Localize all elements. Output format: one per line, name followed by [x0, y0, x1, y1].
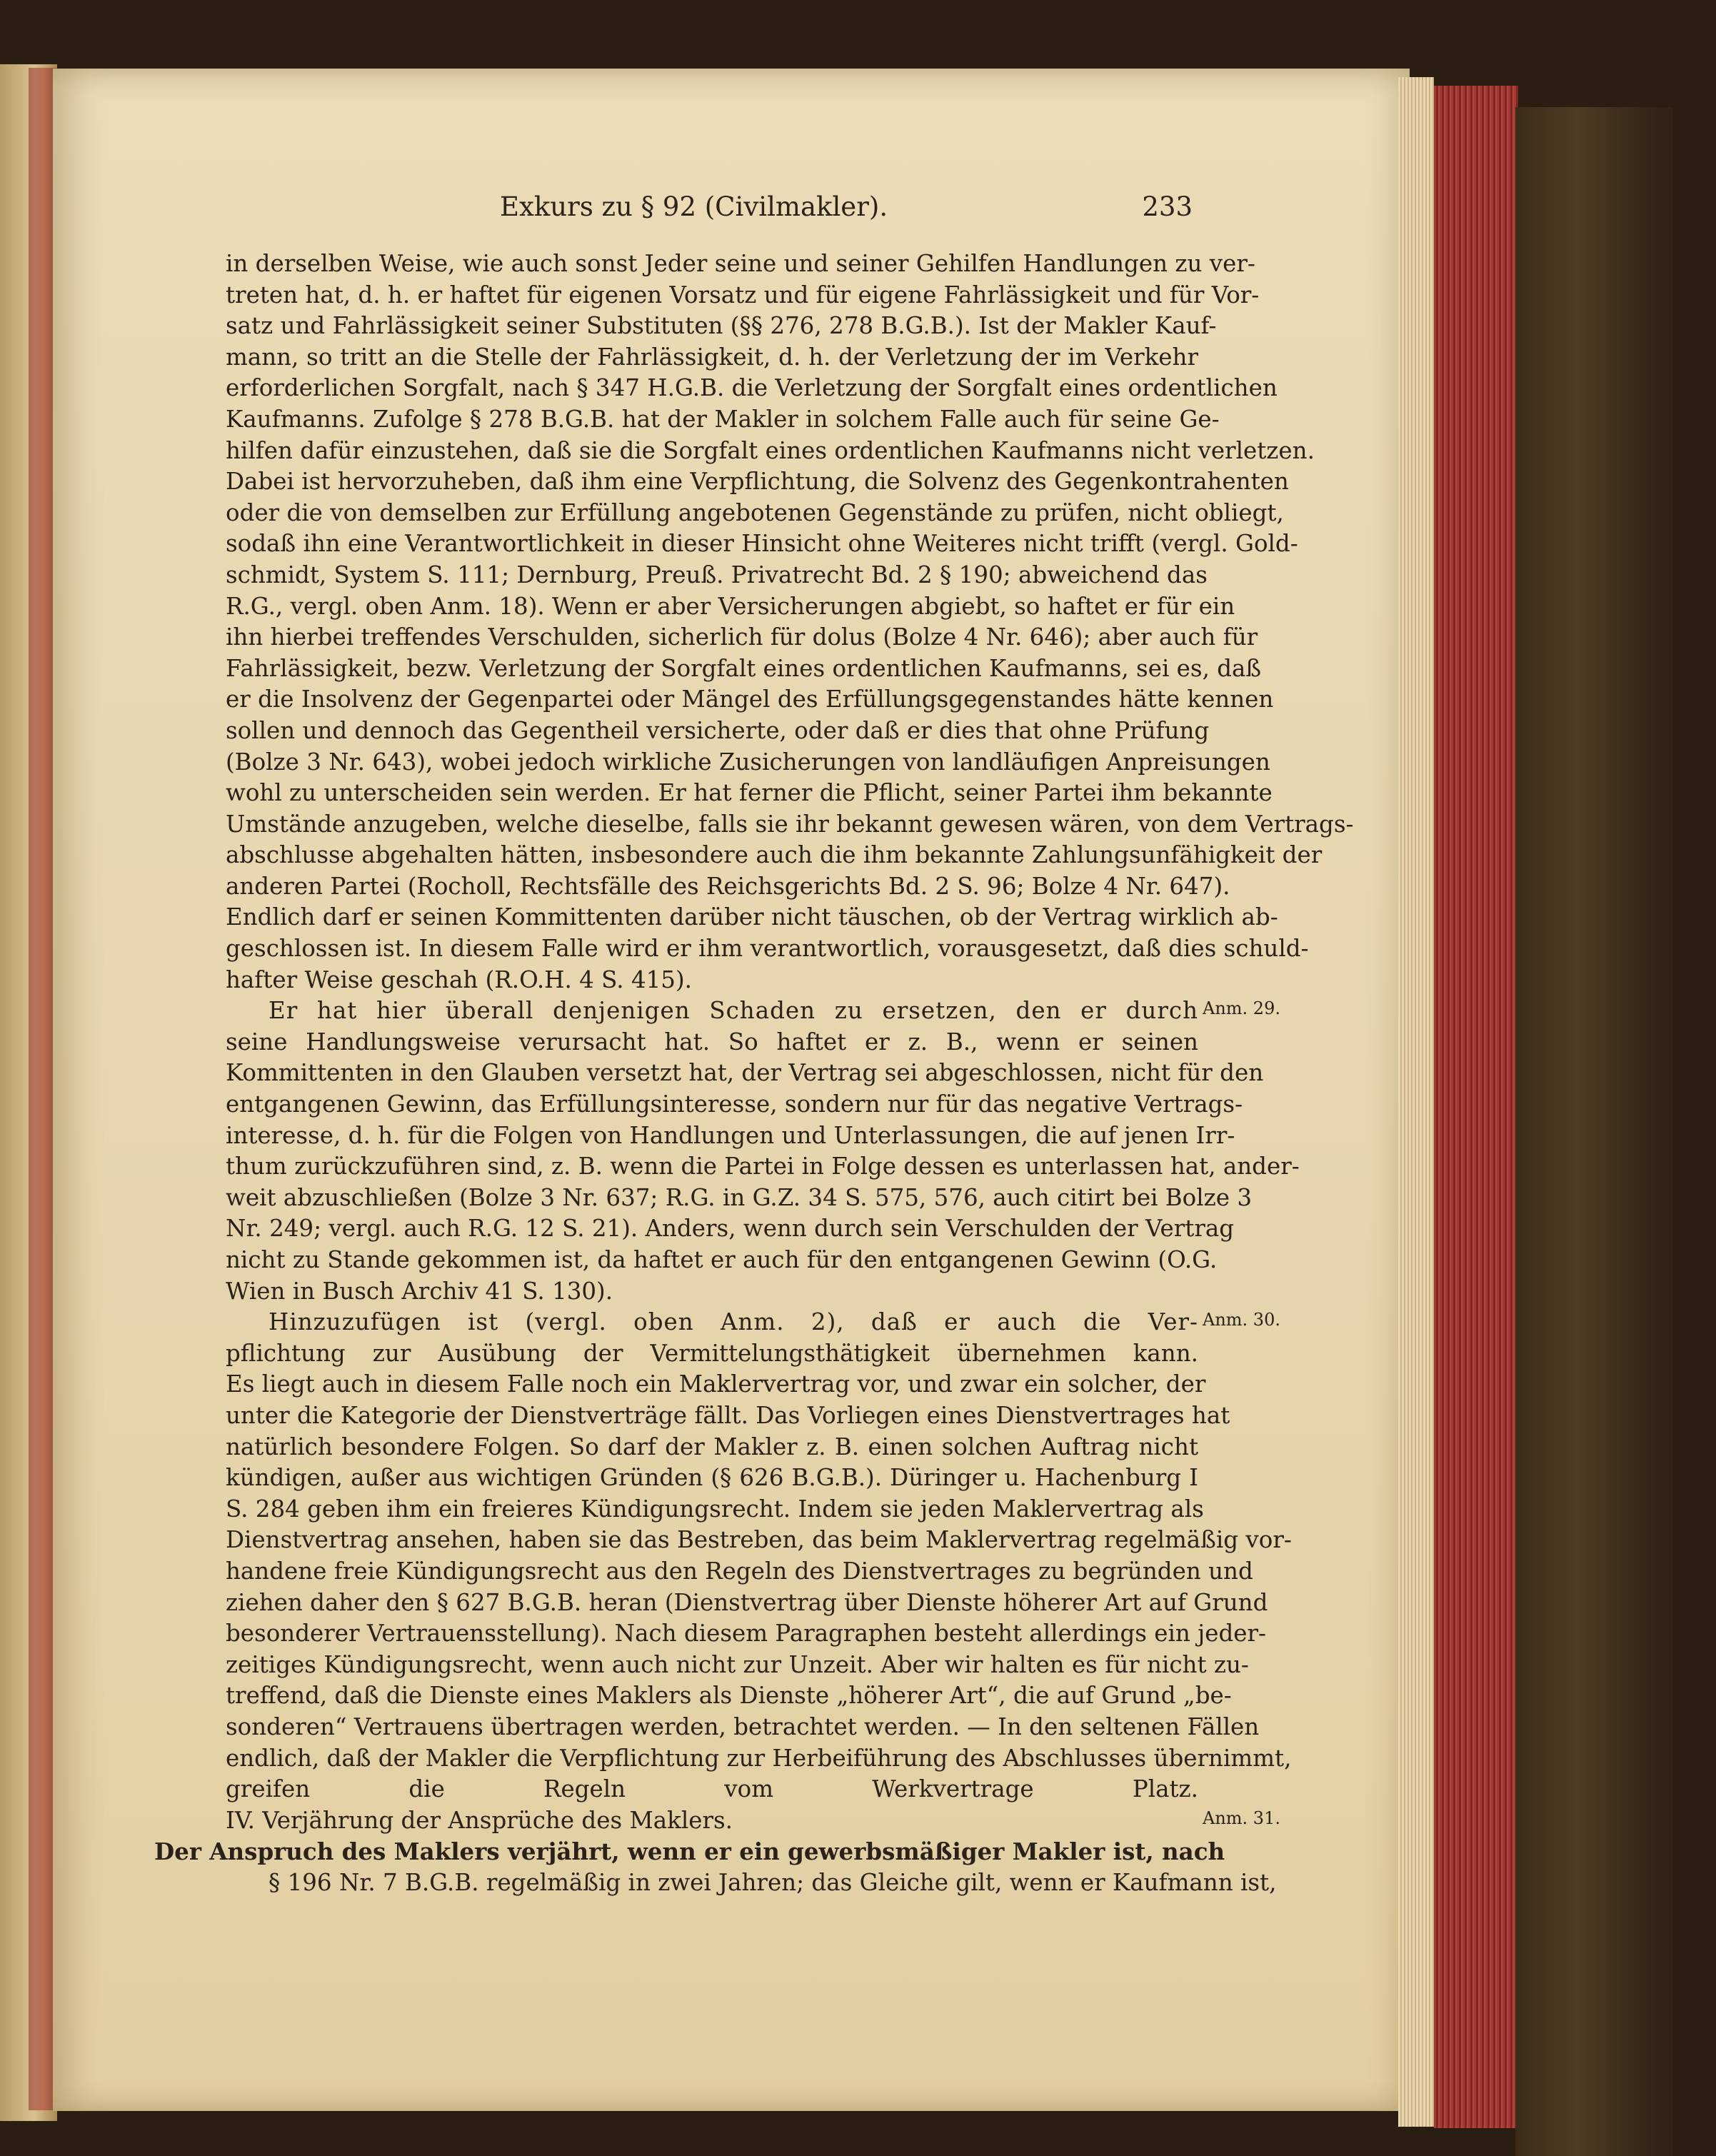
text-line: (Bolze 3 Nr. 643), wobei jedoch wirkliche Zusicherungen von landläufigen Anpreisungen [226, 748, 1270, 776]
text-line: Dabei ist hervorzuheben, daß ihm eine Verpflichtung, die Solvenz des Gegenkontrahenten [226, 468, 1289, 496]
text-line: Dienstvertrag ansehen, haben sie das Bestreben, das beim Maklervertrag regelmäßig vor- [226, 1526, 1292, 1554]
running-header [500, 191, 1193, 222]
text-line: Es liegt auch in diesem Falle noch ein Maklervertrag vor, und zwar ein solcher, der [226, 1370, 1206, 1398]
spaced-emphasis-line: Hinzuzufügen ist (vergl. oben Anm. 2), daß er auch die Ver- [269, 1308, 1198, 1336]
book-binding [1515, 107, 1672, 2156]
text-line: wohl zu unterscheiden sein werden. Er hat ferner die Pflicht, seiner Partei ihm bekannte [226, 779, 1273, 807]
text-line: Umstände anzugeben, welche dieselbe, falls sie ihr bekannt gewesen wären, von dem Vertrags- [226, 810, 1354, 838]
spaced-emphasis-line: seine Handlungsweise verursacht hat. So haftet er z. B., wenn er seinen [226, 1028, 1198, 1056]
text-line: in derselben Weise, wie auch sonst Jeder seine und seiner Gehilfen Handlungen zu ver- [226, 250, 1255, 277]
margin-note-31: Anm. 31. [1203, 1808, 1280, 1828]
section-heading [154, 1836, 1225, 1867]
text-line: natürlich besondere Folgen. So darf der Makler z. B. einen solchen Auftrag nicht [226, 1433, 1198, 1460]
text-line: treffend, daß die Dienste eines Maklers als Dienste „höherer Art“, die auf Grund „be- [226, 1682, 1232, 1710]
text-line: erforderlichen Sorgfalt, nach § 347 H.G.B. die Verletzung der Sorgfalt eines ordentlichen [226, 374, 1278, 402]
page-number: 233 [1142, 191, 1193, 222]
text-line: schmidt, System S. 111; Dernburg, Preuß. Privatrecht Bd. 2 § 190; abweichend das [226, 561, 1208, 588]
text-line: Nr. 249; vergl. auch R.G. 12 S. 21). Anders, wenn durch sein Verschulden der Vertrag [226, 1215, 1235, 1243]
section-heading-text: Der Anspruch des Maklers verjährt, wenn er ein gewerbsmäßiger Makler ist, nach [154, 1837, 1225, 1866]
text-line: Wien in Busch Archiv 41 S. 130). [226, 1277, 613, 1305]
page-fore-edge [1398, 77, 1434, 2127]
text-line: sodaß ihn eine Verantwortlichkeit in dieser Hinsicht ohne Weiteres nicht trifft (vergl. Gold- [226, 530, 1298, 558]
text-line: ziehen daher den § 627 B.G.B. heran (Dienstvertrag über Dienste höherer Art auf Grund [226, 1588, 1268, 1616]
text-line: hafter Weise geschah (R.O.H. 4 S. 415). [226, 966, 692, 993]
text-line: oder die von demselben zur Erfüllung angebotenen Gegenstände zu prüfen, nicht obliegt, [226, 498, 1284, 526]
text-line: handene freie Kündigungsrecht aus den Regeln des Dienstvertrages zu begründen und [226, 1557, 1253, 1585]
text-line: Fahrlässigkeit, bezw. Verletzung der Sorgfalt eines ordentlichen Kaufmanns, sei es, daß [226, 654, 1262, 682]
text-line: kündigen, außer aus wichtigen Gründen (§ 626 B.G.B.). Düringer u. Hachenburg I [226, 1464, 1198, 1492]
text-line: entgangenen Gewinn, das Erfüllungsinteresse, sondern nur für das negative Vertrags- [226, 1090, 1243, 1118]
margin-note-30: Anm. 30. [1203, 1310, 1280, 1330]
text-line: abschlusse abgehalten hätten, insbesondere auch die ihm bekannte Zahlungsunfähigkeit der [226, 841, 1323, 869]
text-line: endlich, daß der Makler die Verpflichtung zur Herbeiführung des Abschlusses übernimmt, [226, 1744, 1292, 1772]
text-line: ihn hierbei treffendes Verschulden, sicherlich für dolus (Bolze 4 Nr. 646); aber auch für [226, 623, 1258, 651]
text-line: er die Insolvenz der Gegenpartei oder Mängel des Erfüllungsgegenstandes hätte kennen [226, 686, 1274, 713]
text-line: interesse, d. h. für die Folgen von Handlungen und Unterlassungen, die auf jenen Irr- [226, 1121, 1235, 1149]
text-line: R.G., vergl. oben Anm. 18). Wenn er aber Versicherungen abgiebt, so haftet er für ein [226, 592, 1235, 620]
text-line: unter die Kategorie der Dienstverträge fällt. Das Vorliegen eines Dienstvertrages hat [226, 1401, 1230, 1429]
text-line: greifen die Regeln vom Werkvertrage Platz. [226, 1775, 1198, 1803]
text-line: S. 284 geben ihm ein freieres Kündigungsrecht. Indem sie jeden Maklervertrag als [226, 1495, 1204, 1523]
text-line: sonderen“ Vertrauens übertragen werden, betrachtet werden. — In den seltenen Fällen [226, 1713, 1260, 1740]
text-line: mann, so tritt an die Stelle der Fahrlässigkeit, d. h. der Verletzung der im Verkehr [226, 343, 1198, 371]
text-line [194, 1898, 1198, 1930]
header-title: Exkurs zu § 92 (Civilmakler). [500, 191, 888, 222]
text-line: sollen und dennoch das Gegentheil versicherte, oder daß er dies that ohne Prüfung [226, 716, 1210, 744]
text-line: geschlossen ist. In diesem Falle wird er ihm verantwortlich, vorausgesetzt, daß dies schuld- [226, 935, 1309, 963]
text-line: besonderer Vertrauensstellung). Nach diesem Paragraphen besteht allerdings ein jeder- [226, 1620, 1267, 1648]
text-line: nicht zu Stande gekommen ist, da haftet er auch für den entgangenen Gewinn (O.G. [226, 1246, 1218, 1273]
text-line: Endlich darf er seinen Kommittenten darüber nicht täuschen, ob der Vertrag wirklich ab- [226, 903, 1278, 931]
text-line: anderen Partei (Rocholl, Rechtsfälle des Reichsgerichts Bd. 2 S. 96; Bolze 4 Nr. 647). [226, 872, 1230, 900]
text-line: satz und Fahrlässigkeit seiner Substituten (§§ 276, 278 B.G.B.). Ist der Makler Kauf- [226, 312, 1217, 340]
margin-note-29: Anm. 29. [1203, 998, 1280, 1018]
text-line: IV. Verjährung der Ansprüche des Maklers. [226, 1806, 733, 1834]
text-line: treten hat, d. h. er haftet für eigenen Vorsatz und für eigene Fahrlässigkeit und für Vor- [226, 281, 1260, 309]
text-line: § 196 Nr. 7 B.G.B. regelmäßig in zwei Jahren; das Gleiche gilt, wenn er Kaufmann ist, [269, 1868, 1277, 1896]
text-line: hilfen dafür einzustehen, daß sie die Sorgfalt eines ordentlichen Kaufmanns nicht verletzen. [226, 436, 1315, 464]
red-page-edges [1434, 86, 1518, 2128]
text-line: thum zurückzuführen sind, z. B. wenn die Partei in Folge dessen es unterlassen hat, ander- [226, 1153, 1300, 1180]
text-line: weit abzuschließen (Bolze 3 Nr. 637; R.G. in G.Z. 34 S. 575, 576, auch citirt bei Bolze 3 [226, 1183, 1252, 1211]
text-line: Kaufmanns. Zufolge § 278 B.G.B. hat der Makler in solchem Falle auch für seine Ge- [226, 405, 1220, 433]
text-line: Kommittenten in den Glauben versetzt hat, der Vertrag sei abgeschlossen, nicht für den [226, 1059, 1264, 1087]
text-line: zeitiges Kündigungsrecht, wenn auch nicht zur Unzeit. Aber wir halten es für nicht zu- [226, 1650, 1249, 1678]
spaced-emphasis-line: pflichtung zur Ausübung der Vermittelungsthätigkeit übernehmen kann. [226, 1339, 1198, 1367]
spaced-emphasis-line: Er hat hier überall denjenigen Schaden zu ersetzen, den er durch [269, 997, 1198, 1025]
